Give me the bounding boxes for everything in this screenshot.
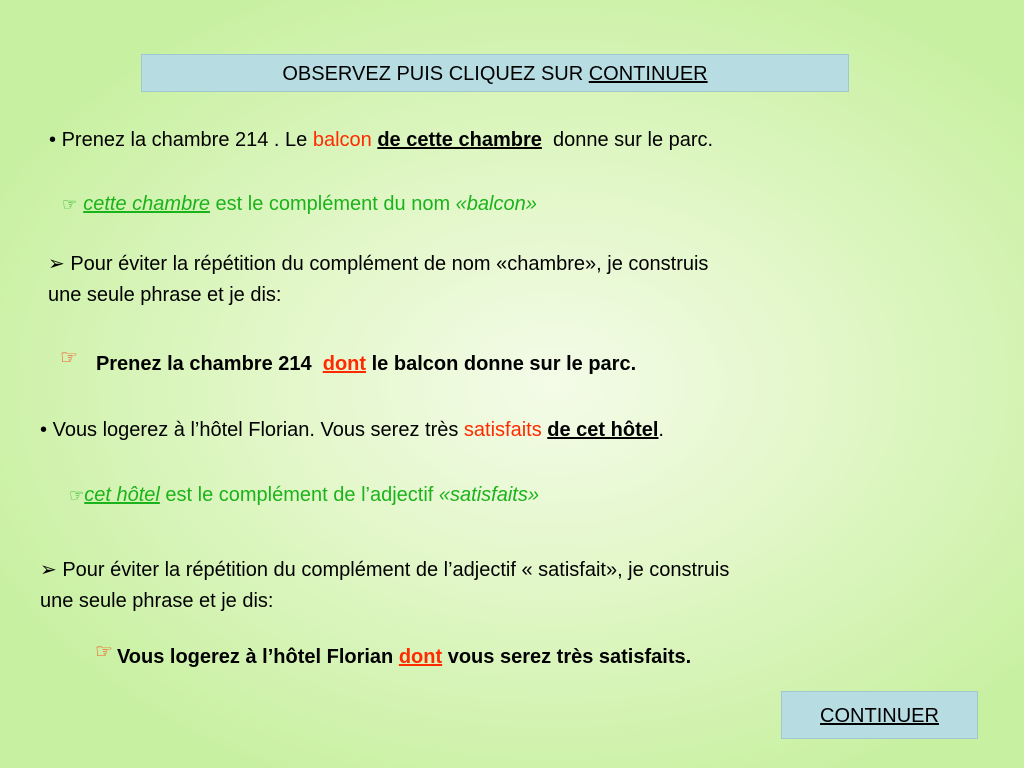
explanation-2-line2: une seule phrase et je dis:: [40, 590, 274, 612]
example-sentence-2: [40, 418, 664, 442]
instruction-text: OBSERVEZ PUIS CLIQUEZ SUR: [282, 63, 589, 85]
explanation-2-line1: Pour éviter la répétition du complément de l’adjectif « satisfait», je construis: [62, 559, 730, 581]
arrow-bullet-icon: ➢: [40, 559, 57, 581]
note-2-underlined: cet hôtel: [84, 484, 160, 506]
answer-2-part2: vous serez très satisfaits.: [442, 646, 692, 668]
word-dont-1: dont: [322, 353, 367, 375]
instruction-banner: [141, 54, 849, 92]
note-1-quoted: «balcon»: [455, 193, 537, 215]
example-1-part2: donne sur le parc.: [552, 129, 714, 151]
note-1-middle: est le complément du nom: [209, 193, 456, 215]
continue-button[interactable]: [781, 691, 978, 739]
bullet: •: [40, 419, 48, 441]
word-dont-2: dont: [398, 646, 443, 668]
pointing-hand-icon: ☞: [95, 641, 113, 663]
pointing-hand-icon: ☞: [60, 347, 78, 369]
answer-1: [60, 347, 637, 376]
note-1-underlined: cette chambre: [83, 193, 210, 215]
note-2: [69, 483, 539, 508]
bullet: •: [49, 129, 57, 151]
word-balcon: balcon: [312, 129, 372, 151]
explanation-2: [40, 555, 729, 617]
example-2-part1: Vous logerez à l’hôtel Florian. Vous serez très: [52, 419, 464, 441]
complement-phrase-2: de cet hôtel: [547, 419, 659, 441]
instruction-link-word: CONTINUER: [588, 63, 708, 85]
explanation-1: [48, 249, 708, 311]
explanation-1-line2: une seule phrase et je dis:: [48, 284, 282, 306]
answer-1-part2: le balcon donne sur le parc.: [366, 353, 637, 375]
note-2-middle: est le complément de l’adjectif: [159, 484, 439, 506]
pointing-hand-icon: ☞: [62, 195, 78, 214]
explanation-1-line1: Pour éviter la répétition du complément de nom «chambre», je construis: [70, 253, 709, 275]
example-1-part1: Prenez la chambre 214 . Le: [61, 129, 313, 151]
example-sentence-1: [49, 128, 713, 152]
arrow-bullet-icon: ➢: [48, 253, 65, 275]
note-2-quoted: «satisfaits»: [438, 484, 539, 506]
answer-1-part1: Prenez la chambre 214: [95, 353, 312, 375]
complement-phrase-1: de cette chambre: [377, 129, 542, 151]
word-satisfaits: satisfaits: [463, 419, 542, 441]
example-2-end: .: [658, 419, 664, 441]
answer-2-part1: Vous logerez à l’hôtel Florian: [116, 646, 399, 668]
pointing-hand-icon: ☞: [69, 486, 85, 505]
note-1: [62, 192, 537, 217]
answer-2: [95, 641, 692, 669]
continue-button-label: CONTINUER: [820, 705, 939, 727]
